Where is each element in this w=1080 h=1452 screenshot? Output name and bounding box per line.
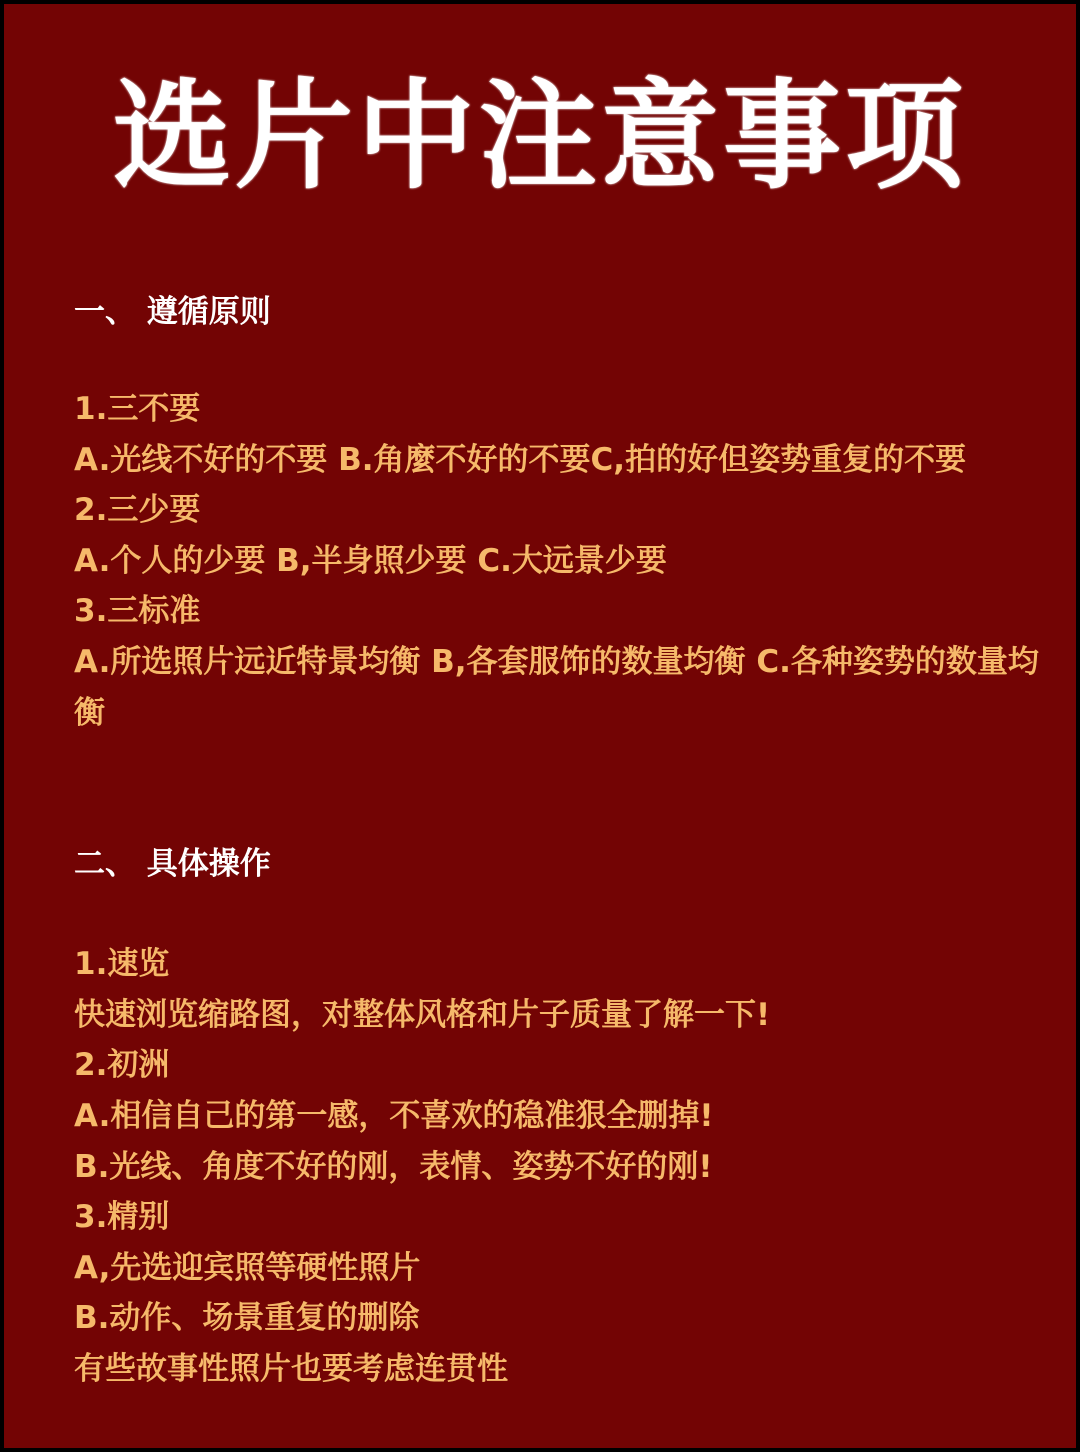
- principle-item-detail: A.光线不好的不要 B.角麼不好的不要C,拍的好但姿势重复的不要: [74, 442, 967, 478]
- operation-item-detail: B.动作、场景重复的删除: [74, 1300, 420, 1336]
- principle-item-title: 3.三标准: [74, 593, 201, 629]
- operation-item-title: 2.初洲: [74, 1047, 170, 1083]
- operation-item-detail: B.光线、角度不好的刚，表情、姿势不好的刚!: [74, 1149, 713, 1185]
- page-title: 选片中注意事项: [112, 67, 967, 205]
- operation-item-detail: 快速浏览缩路图，对整体风格和片子质量了解一下!: [74, 997, 771, 1033]
- operation-item-detail: A,先选迎宾照等硬性照片: [74, 1250, 421, 1286]
- operation-item-title: 3.精别: [74, 1199, 170, 1235]
- principle-item-detail: A.个人的少要 B,半身照少要 C.大远景少要: [74, 543, 667, 579]
- page-card: [4, 4, 1076, 1448]
- section-heading-principles: 一、 遵循原则: [74, 294, 271, 330]
- principle-item-title: 2.三少要: [74, 492, 201, 528]
- operation-item-title: 1.速览: [74, 946, 170, 982]
- operation-item-detail: A.相信自己的第一感，不喜欢的稳准狠全删掉!: [74, 1098, 714, 1134]
- principle-item-detail: A.所选照片远近特景均衡 B,各套服饰的数量均衡 C.各种姿势的数量均衡: [74, 644, 1039, 731]
- operation-item-detail: 有些故事性照片也要考虑连贯性: [74, 1351, 508, 1387]
- principle-item-title: 1.三不要: [74, 391, 201, 427]
- section-heading-operations: 二、 具体操作: [74, 846, 271, 882]
